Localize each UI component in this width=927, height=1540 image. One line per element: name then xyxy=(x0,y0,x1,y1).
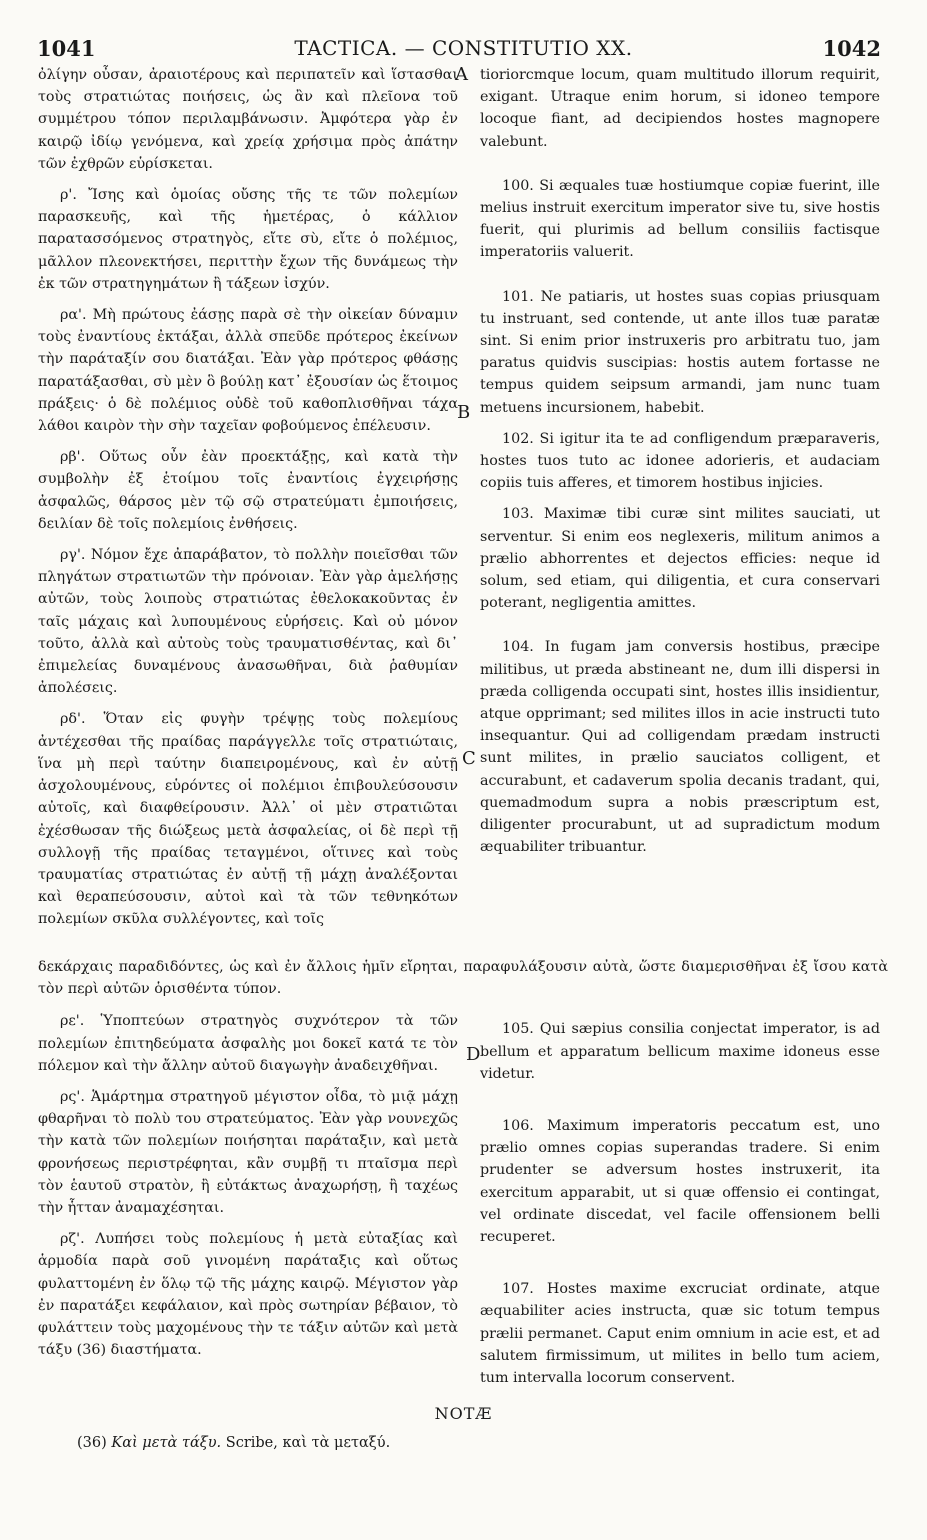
greek-section-103 xyxy=(38,544,458,699)
latin-section-107: 107. Hostes maxime excruciat ordinate, atque æquabiliter acies instructa, quæ sic totum tempus prælii permanet. Caput enim omnium in acie est, et ad salutem firmissimum, ut milites in bello tum aciem, tum intervalla locorum conservent. xyxy=(480,1281,880,1387)
margin-letter-a: A xyxy=(455,64,468,85)
section-number: ρα'. xyxy=(60,307,87,324)
margin-letter-d: D xyxy=(466,1044,481,1065)
latin-section-105: 105. Qui sæpius consilia conjectat imperator, is ad bellum et apparatum bellicum maxime idoneus esse videtur. xyxy=(480,1021,880,1082)
section-text: Ἁμάρτημα στρατηγοῦ μέγιστον οἶδα, τὸ μιᾷ μάχῃ φθαρῆναι τὸ πολὺ του στρατεύματος. Ἐὰν γὰρ νουνεχῶς τὴν κατὰ τῶν πολεμίων ποιήσηται παράταξιν, καὶ μετὰ φρονήσεως περιστρέφηται, κἂν συμβῇ τι πταῖσμα περὶ τὸν ἑαυτοῦ στρατὸν, ἢ εὐτάκτως ἀναχωρήσῃ, ἢ ταχέως τὴν ἧτταν ἀναμαχέσηται. xyxy=(38,1089,458,1217)
latin-section-106: 106. Maximum imperatoris peccatum est, uno prælio omnes copias superandas tradere. Si enim prudenter se adversum hostes instruxerit, ita exercitum apparabit, ut si quæ offensio ei contingat, vel ordinate discedat, vel facile offensionem belli recuperet. xyxy=(480,1118,880,1246)
greek-paragraph: ὀλίγην οὖσαν, ἀραιοτέρους καὶ περιπατεῖν καὶ ἵστασθαι τοὺς στρατιώτας ποιήσεις, ὡς ἂν καὶ πλεῖονα τοῦ συμμέτρου τόπον περιλαμβάνωσιν. Ἀμφότερα γὰρ ἐν καιρῷ ἰδίῳ γενόμενα, καὶ χρείᾳ χρήσιμα πρὸς ἀπάτην τῶν ἐχθρῶν εὑρίσκεται. xyxy=(38,67,458,172)
latin-section-102: 102. Si igitur ita te ad confligendum præparaveris, hostes tuos tuto ac idonee adorieris, et audaciam copiis tuis afferes, et timorem hostibus injicies. xyxy=(480,430,880,492)
notae-heading: NOTÆ xyxy=(434,1404,493,1423)
greek-column xyxy=(38,64,458,931)
greek-section-104 xyxy=(38,708,458,930)
footnote-36 xyxy=(77,1432,777,1454)
footnote-label: (36) xyxy=(77,1435,107,1451)
footnote-lemma: Καὶ μετὰ τάξυ. xyxy=(111,1435,222,1451)
running-title: TACTICA. — CONSTITUTIO XX. xyxy=(294,36,633,60)
greek-section-102 xyxy=(38,446,458,535)
greek-section-107 xyxy=(38,1228,458,1361)
greek-continuation: δεκάρχαις παραδιδόντες, ὡς καὶ ἐν ἄλλοις ἡμῖν εἴρηται, παραφυλάξουσιν αὐτὰ, ὥστε διαμερισθῆναι ἐξ ἴσου κατὰ τὸν περὶ αὐτῶν ὁρισθέντα τύπον. xyxy=(38,959,888,998)
greek-section-100 xyxy=(38,184,458,295)
section-text: Ὑποπτεύων στρατηγὸς συχνότερον τὰ τῶν πολεμίων ἐπιτηδεύματα ἀσφαλὴς μοι δοκεῖ κατά τε τὸν πόλεμον καὶ τὴν ἄλλην αὐτοῦ διαγωγὴν ἀναδειχθῆναι. xyxy=(38,1013,458,1074)
page-number-right: 1042 xyxy=(822,36,881,61)
section-text: Λυπήσει τοὺς πολεμίους ἡ μετὰ εὐταξίας καὶ ἁρμοδία παρὰ σοῦ γινομένη παράταξις καὶ οὕτως φυλαττομένη ἐν ὅλῳ τῷ τῆς μάχης καιρῷ. Μέγιστον γὰρ ἐν παρατάξει κεφάλαιον, καὶ πρὸς σωτηρίαν βέβαιον, τὸ φυλάττειν τοὺς μαχομένους τὴν τε τάξιν αὐτῶν καὶ μετὰ τάξυ (36) διαστήματα. xyxy=(38,1231,459,1359)
section-number: ρ'. xyxy=(60,187,77,204)
section-number: ρβ'. xyxy=(60,449,86,466)
latin-paragraph: tioriorcmque locum, quam multitudo illorum requirit, exigant. Utraque enim horum, si idoneo tempore locoque fiant, ad decipiendos hostes magnopere valebunt. xyxy=(480,67,880,150)
latin-section-104: 104. In fugam jam conversis hostibus, præcipe militibus, ut præda abstineant ne, dum illi dispersi in præda colligenda occupati sint, hostes illis insidientur, atque opprimant; sed milites illos in acie instructi tuto insequantur. Qui ad colligendam prædam instructi sunt milites, in prælio sauciatos colligent, et accurabunt, et cadaverum spolia decanis tradant, qui, quemadmodum supra a nobis præscriptum est, diligenter procurabunt, ut ad supradictum modum æquabiliter tribuantur. xyxy=(480,639,880,856)
greek-section-106 xyxy=(38,1086,458,1219)
latin-section-100: 100. Si æquales tuæ hostiumque copiæ fuerint, ille melius instruit exercitum imperator sive tu, sive hostis fuerit, qui plurimis ad bellum consiliis factisque imperatoriis valuerit. xyxy=(480,177,880,261)
latin-column-lower xyxy=(480,1018,880,1389)
section-text: Οὕτως οὖν ἐὰν προεκτάξῃς, καὶ κατὰ τὴν συμβολὴν ἐξ ἑτοίμου τοῖς ἐναντίοις ἐγχειρήσῃς ἀσφαλῶς, θάρσος μὲν τῷ σῷ στρατεύματι ἐμποιήσεις, δειλίαν δὲ τοῖς πολεμίοις ἐνθήσεις. xyxy=(38,449,459,532)
section-text: Μὴ πρώτους ἐάσῃς παρὰ σὲ τὴν οἰκείαν δύναμιν τοὺς ἐναντίους ἐκτάξαι, ἀλλὰ σπεῦδε πρότερος ἐκείνων τὴν παράταξίν σου διατάξαι. Ἐὰν γὰρ πρότερος φθάσῃς παρατάξασθαι, σὺ μὲν ὃ βούλῃ κατ᾿ ἐξουσίαν ὡς ἕτοιμος πράξεις· ὁ δὲ πολέμιος οὐδὲ τοῦ καθοπλισθῆναι τάχα λάθοι καιρὸν τὴν σὴν ταχεῖαν φοβούμενος ἐπέλευσιν. xyxy=(38,307,458,435)
section-text: Νόμον ἔχε ἀπαράβατον, τὸ πολλὴν ποιεῖσθαι τῶν πληγάτων στρατιωτῶν τὴν πρόνοιαν. Ἐὰν γὰρ ἀμελήσῃς αὐτῶν, τοὺς λοιποὺς στρατιώτας ἐθελοκακοῦντας ἐν ταῖς μάχαις καὶ λυπουμένους εὑρήσεις. Καὶ οὐ μόνον τοῦτο, ἀλλὰ καὶ αὐτοὺς τοὺς τραυματισθέντας, καὶ δι᾿ ἐπιμελείας δυναμένους ἀνασωθῆναι, διὰ ῥαθυμίαν ἀπολέσεις. xyxy=(38,547,458,697)
section-number: ρζ'. xyxy=(60,1231,85,1248)
section-number: ρς'. xyxy=(60,1089,85,1106)
margin-letter-b: B xyxy=(457,402,471,423)
footnote-text: Scribe, καὶ τὰ μεταξύ. xyxy=(225,1435,391,1451)
latin-column xyxy=(480,64,880,859)
latin-section-101: 101. Ne patiaris, ut hostes suas copias priusquam tu instruant, sed contende, ut ante illos tuæ paratæ sint. Si enim prior instruxeris pro arbitratu tuo, jam paratus quidvis suscipias: hostis autem fortasse ne tempus quidem seipsum armandi, jam nunc tuam metuens incursionem, habebit. xyxy=(480,288,880,416)
greek-column-lower xyxy=(38,1010,458,1361)
page-number-left: 1041 xyxy=(37,36,96,61)
greek-section-101 xyxy=(38,304,458,437)
page-header xyxy=(0,36,927,66)
margin-letter-c: C xyxy=(462,748,476,769)
latin-section-103: 103. Maximæ tibi curæ sint milites sauciati, ut serventur. Si enim eos neglexeris, militum animos a prælio abhorrentes et dejectos efficies: neque id solum, sed etiam, qui diligentia, et cura conservari poterant, negligentia amittes. xyxy=(480,506,880,612)
greek-section-105 xyxy=(38,1010,458,1077)
section-text: Ὅταν εἰς φυγὴν τρέψῃς τοὺς πολεμίους ἀντέχεσθαι τῆς πραίδας παράγγελλε τοῖς στρατιώταις, ἵνα μὴ περὶ ταύτην διαπειρομένους, καὶ ἐν αὐτῇ ἀσχολουμένους, εὑρόντες οἱ πολέμιοι ἐπιβουλεύσουσιν αὐτοῖς, καὶ διαφθείρουσιν. Ἀλλ᾿ οἱ μὲν στρατιῶται ἐχέσθωσαν τῆς διώξεως μετὰ ἀσφαλείας, οἱ δὲ περὶ τῇ συλλογῇ τῆς πραίδας τεταγμένοι, οἵτινες καὶ τοὺς τραυματίας στρατιώτας ἐν αὐτῇ τῇ μάχῃ ἀναλέξονται καὶ θεραπεύσουσιν, αὐτοὶ καὶ τὰ τῶν τεθνηκότων πολεμίων σκῦλα συλλέγοντες, καὶ τοῖς xyxy=(38,711,459,928)
section-number: ργ'. xyxy=(60,547,86,564)
section-text: Ἴσης καὶ ὁμοίας οὔσης τῆς τε τῶν πολεμίων παρασκευῆς, καὶ τῆς ἡμετέρας, ὁ κάλλιον παρατασσόμενος στρατηγὸς, εἴτε σὺ, εἴτε ὁ πολέμιος, μᾶλλον πλεονεκτήσει, περιττὴν ἔχων τῆς δυνάμεως τὴν ἐκ τῶν στρατηγημάτων ἢ τάξεων ἰσχύν. xyxy=(38,187,459,292)
section-number: ρε'. xyxy=(60,1013,85,1030)
section-number: ρδ'. xyxy=(60,711,86,728)
wide-text-block xyxy=(38,956,888,1387)
